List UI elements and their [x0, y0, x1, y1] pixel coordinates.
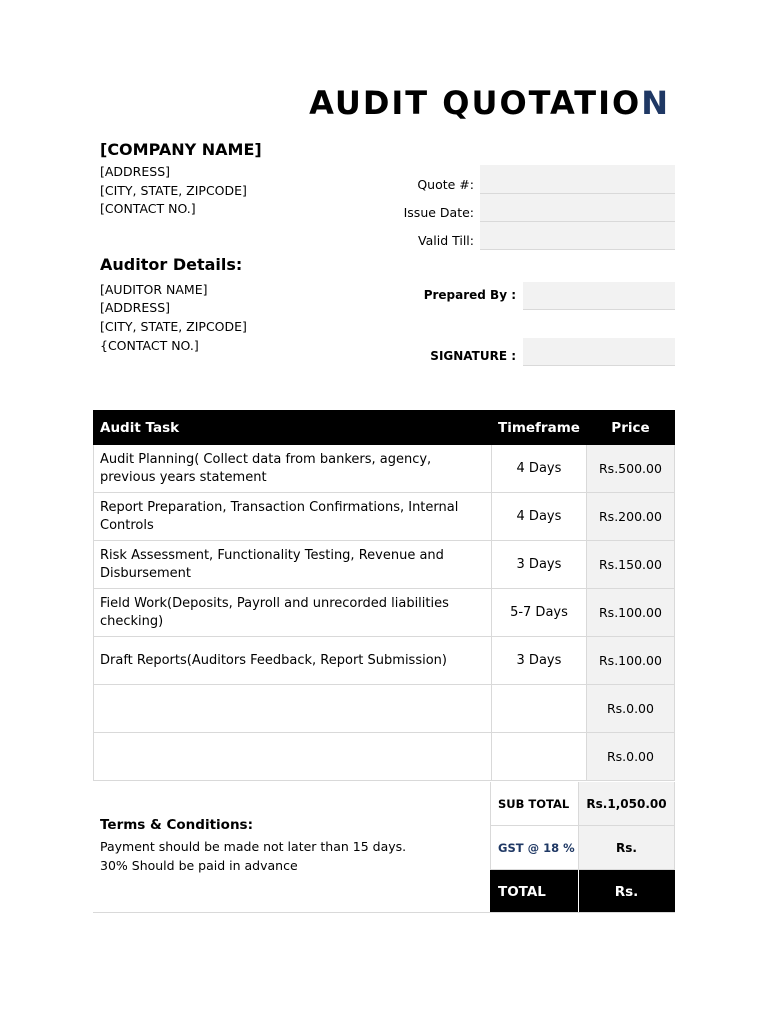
- prepared-by-field[interactable]: [523, 282, 675, 310]
- task-cell[interactable]: Audit Planning( Collect data from bankers, agency, previous years statement: [94, 445, 492, 493]
- table-row: [94, 685, 675, 733]
- timeframe-cell[interactable]: 3 Days: [492, 541, 587, 589]
- company-contact: [CONTACT NO.]: [100, 201, 196, 216]
- subtotal-value[interactable]: Rs.1,050.00: [579, 782, 675, 825]
- timeframe-cell[interactable]: 3 Days: [492, 637, 587, 685]
- issue-date-field[interactable]: [480, 194, 675, 222]
- gst-value[interactable]: Rs.: [579, 826, 675, 869]
- audit-task-table: [93, 410, 675, 781]
- subtotal-row: [490, 782, 675, 826]
- timeframe-cell[interactable]: 5-7 Days: [492, 589, 587, 637]
- prepared-by-label: Prepared By :: [423, 288, 516, 302]
- table-row: [94, 493, 675, 541]
- company-address: [ADDRESS]: [100, 164, 171, 179]
- totals-block: [490, 782, 675, 913]
- timeframe-cell[interactable]: [492, 733, 587, 781]
- task-cell[interactable]: [94, 685, 492, 733]
- quote-number-label: Quote #:: [417, 177, 474, 192]
- company-city: [CITY, STATE, ZIPCODE]: [100, 183, 247, 198]
- total-value[interactable]: Rs.: [579, 870, 675, 913]
- timeframe-cell[interactable]: 4 Days: [492, 493, 587, 541]
- quote-number-field[interactable]: [480, 165, 675, 194]
- auditor-details-heading: Auditor Details:: [100, 255, 243, 274]
- table-header-row: [94, 411, 675, 445]
- header-audit-task: Audit Task: [94, 411, 492, 445]
- title-accent: N: [641, 84, 670, 122]
- task-cell[interactable]: Report Preparation, Transaction Confirmations, Internal Controls: [94, 493, 492, 541]
- total-label: TOTAL: [490, 870, 579, 913]
- signature-field[interactable]: [523, 338, 675, 366]
- price-cell[interactable]: Rs.200.00: [586, 493, 674, 541]
- table-row: [94, 733, 675, 781]
- auditor-city: [CITY, STATE, ZIPCODE]: [100, 319, 247, 334]
- price-cell[interactable]: Rs.500.00: [586, 445, 674, 493]
- valid-till-label: Valid Till:: [418, 233, 474, 248]
- price-cell[interactable]: Rs.150.00: [586, 541, 674, 589]
- title-main: AUDIT QUOTATIO: [309, 84, 642, 122]
- subtotal-label: SUB TOTAL: [490, 782, 579, 825]
- auditor-address: [ADDRESS]: [100, 300, 171, 315]
- bottom-divider: [93, 912, 675, 913]
- task-cell[interactable]: Field Work(Deposits, Payroll and unrecorded liabilities checking): [94, 589, 492, 637]
- table-row: [94, 637, 675, 685]
- table-row: [94, 589, 675, 637]
- task-cell[interactable]: [94, 733, 492, 781]
- price-cell[interactable]: Rs.0.00: [586, 733, 674, 781]
- terms-line-payment: Payment should be made not later than 15 days.: [100, 839, 407, 854]
- price-cell[interactable]: Rs.100.00: [586, 589, 674, 637]
- price-cell[interactable]: Rs.100.00: [586, 637, 674, 685]
- timeframe-cell[interactable]: [492, 685, 587, 733]
- issue-date-label: Issue Date:: [403, 205, 474, 220]
- table-row: [94, 541, 675, 589]
- timeframe-cell[interactable]: 4 Days: [492, 445, 587, 493]
- auditor-contact: {CONTACT NO.]: [100, 338, 199, 353]
- header-timeframe: Timeframe: [492, 411, 587, 445]
- table-row: [94, 445, 675, 493]
- terms-line-advance: 30% Should be paid in advance: [100, 858, 298, 873]
- total-row: [490, 870, 675, 913]
- task-cell[interactable]: Risk Assessment, Functionality Testing, Revenue and Disbursement: [94, 541, 492, 589]
- terms-heading: Terms & Conditions:: [100, 817, 253, 833]
- gst-label: GST @ 18 %: [490, 826, 579, 869]
- task-cell[interactable]: Draft Reports(Auditors Feedback, Report Submission): [94, 637, 492, 685]
- gst-row: [490, 826, 675, 870]
- company-name: [COMPANY NAME]: [100, 140, 262, 159]
- header-price: Price: [586, 411, 674, 445]
- valid-till-field[interactable]: [480, 222, 675, 250]
- price-cell[interactable]: Rs.0.00: [586, 685, 674, 733]
- signature-label: SIGNATURE :: [430, 349, 516, 363]
- document-title: [300, 84, 670, 122]
- auditor-name: [AUDITOR NAME]: [100, 282, 208, 297]
